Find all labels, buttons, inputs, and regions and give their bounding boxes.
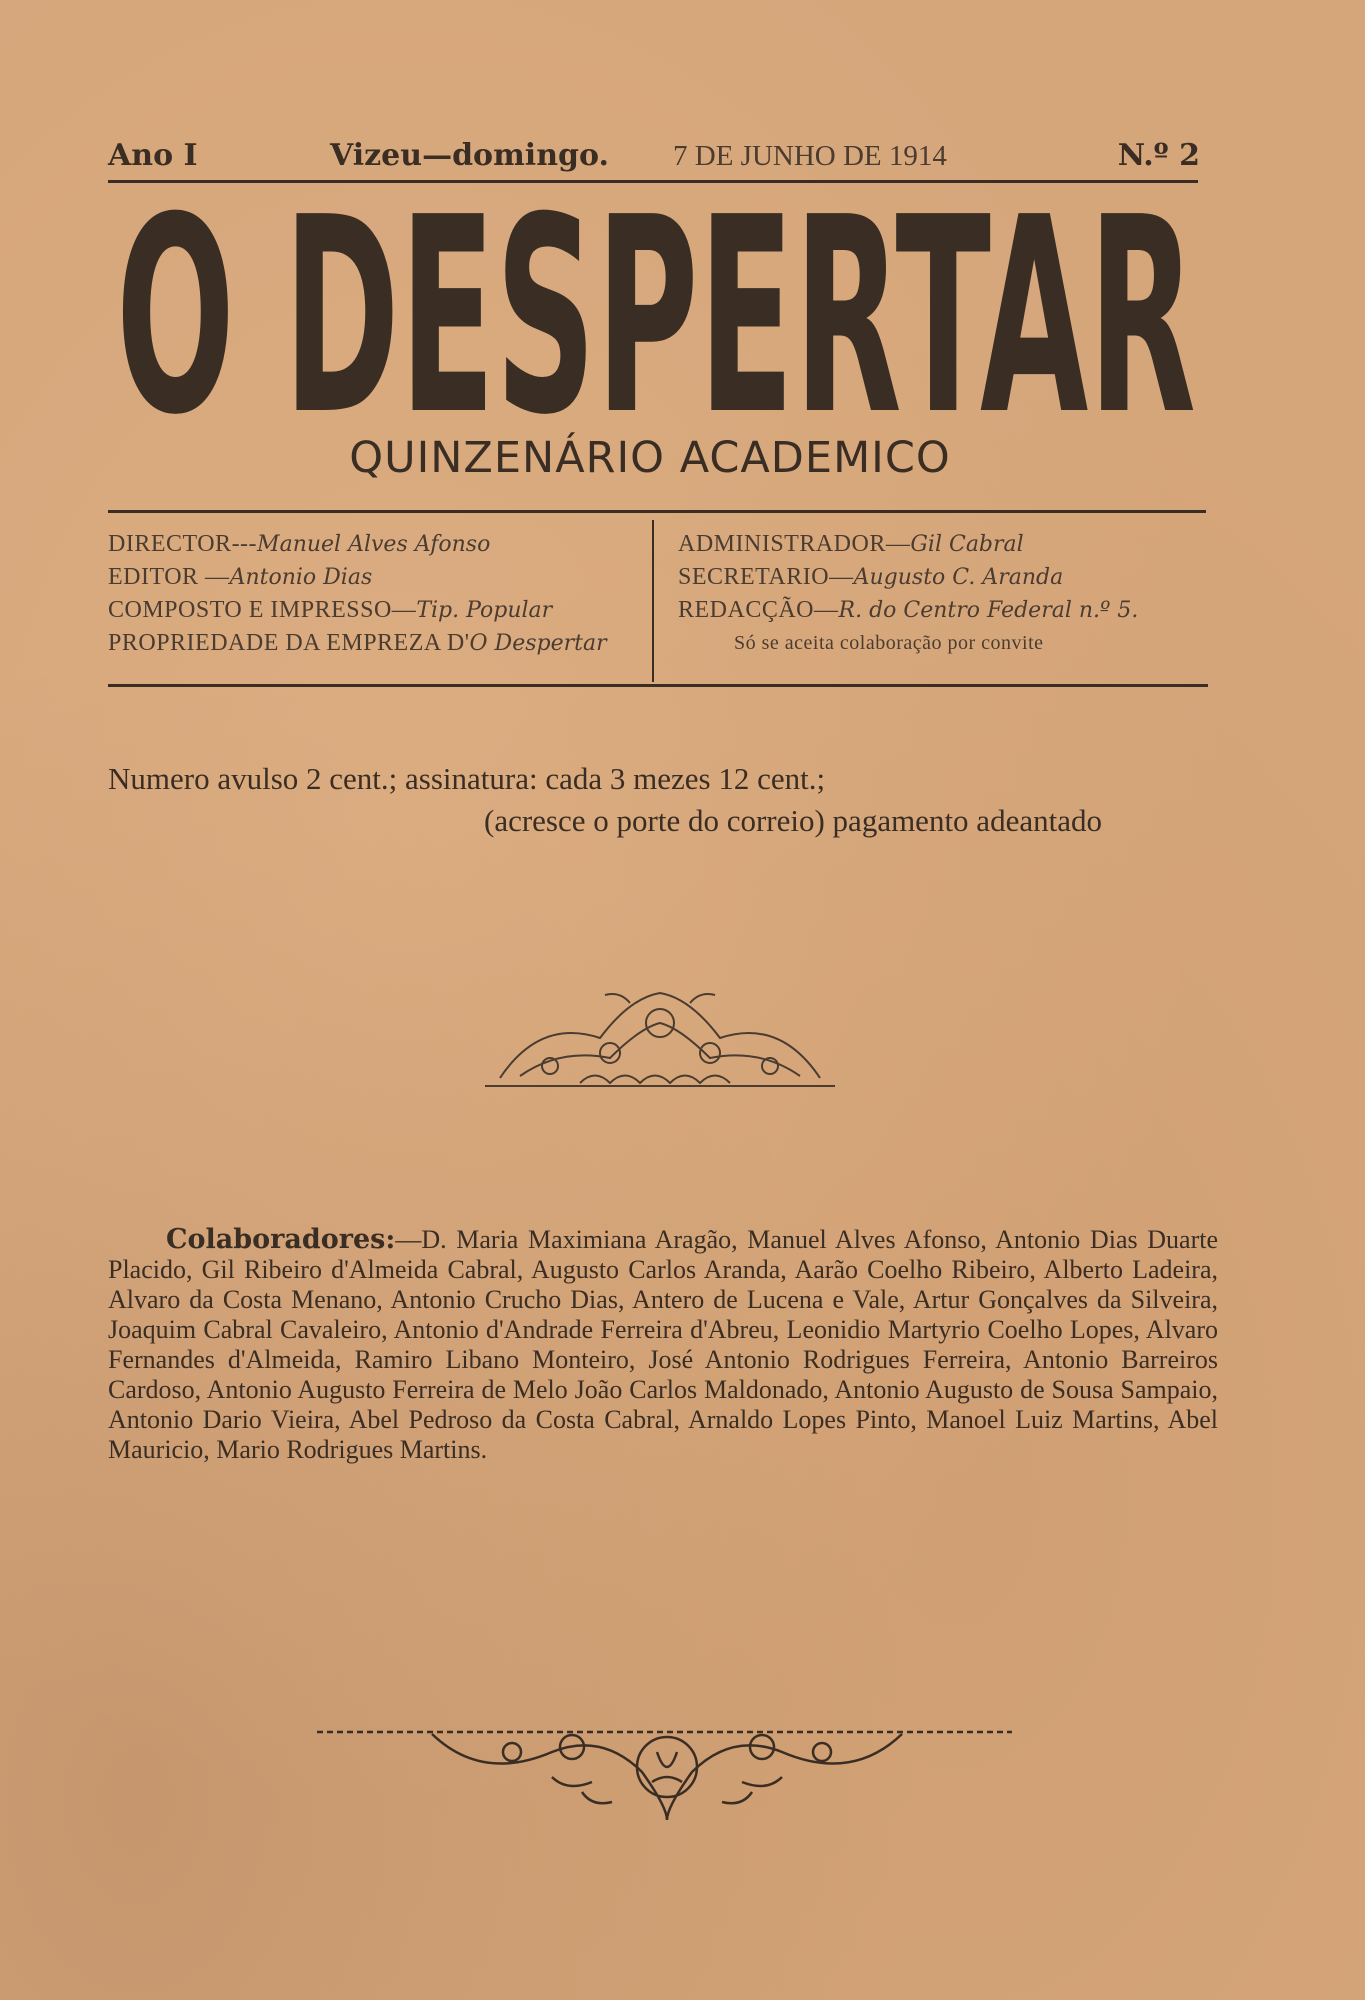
staff-rule <box>108 684 1208 687</box>
price-line-2: (acresce o porte do correio) pagamento adeantado <box>484 803 1102 838</box>
staff-row <box>678 627 1198 659</box>
year-label: Ano I <box>108 138 198 173</box>
staff-row: REDACÇÃO—R. do Centro Federal n.º 5. <box>678 597 1139 623</box>
staff-row: ADMINISTRADOR—Gil Cabral <box>678 531 1024 557</box>
staff-list-left <box>108 528 648 660</box>
contributors-list: —D. Maria Maximiana Aragão, Manuel Alves Afonso, Antonio Dias Duarte Placido, Gil Ribeiro d'Almeida Cabral, Augusto Carlos Aranda, Aarão Coelho Ribeiro, Alberto Ladeira, Alvaro da Costa Menano, Antonio Crucho Dias, Antero de Lucena e Vale, Artur Gonçalves da Silveira, Joaquim Cabral Cavaleiro, Antonio d'Andrade Ferreira d'Abreu, Leonidio Martyrio Coelho Lopes, Alvaro Fernandes d'Almeida, Ramiro Libano Monteiro, José Antonio Rodrigues Ferreira, Antonio Barreiros Cardoso, Antonio Augusto Ferreira de Melo João Carlos Maldonado, Antonio Augusto de Sousa Sampaio, Antonio Dario Vieira, Abel Pedroso da Costa Cabral, Arnaldo Lopes Pinto, Manoel Luiz Martins, Abel Mauricio, Mario Rodrigues Martins. <box>108 1225 1218 1464</box>
subtitle-rule <box>108 510 1206 513</box>
staff-list-right <box>678 528 1198 659</box>
masthead-title-text: O DESPERTAR <box>116 200 1196 430</box>
floral-ornament-top <box>480 978 840 1093</box>
staff-row: SECRETARIO—Augusto C. Aranda <box>678 564 1064 590</box>
price-notice <box>108 758 1218 842</box>
place-day-label: Vizeu—domingo. <box>330 138 609 173</box>
date-label: 7 DE JUNHO DE 1914 <box>673 140 947 172</box>
staff-row: EDITOR —Antonio Dias <box>108 564 373 590</box>
issue-header <box>108 138 1200 178</box>
floral-ornament-bottom <box>312 1712 1022 1822</box>
header-rule <box>108 180 1198 183</box>
staff-row: COMPOSTO E IMPRESSO—Tip. Popular <box>108 597 553 623</box>
staff-divider <box>652 520 654 682</box>
staff-row: PROPRIEDADE DA EMPREZA D'O Despertar <box>108 630 607 656</box>
price-line-1: Numero avulso 2 cent.; assinatura: cada 3 mezes 12 cent.; <box>108 761 826 796</box>
contributors-paragraph <box>108 1225 1218 1465</box>
issue-number: N.º 2 <box>1117 138 1200 173</box>
contributors-title: Colaboradores: <box>166 1224 396 1255</box>
collaboration-note: Só se aceita colaboração por convite <box>734 632 1044 654</box>
masthead-subtitle: QUINZENÁRIO ACADEMICO <box>349 433 951 483</box>
masthead <box>112 200 1200 430</box>
staff-row: DIRECTOR---Manuel Alves Afonso <box>108 531 491 557</box>
masthead-title <box>112 200 1200 430</box>
